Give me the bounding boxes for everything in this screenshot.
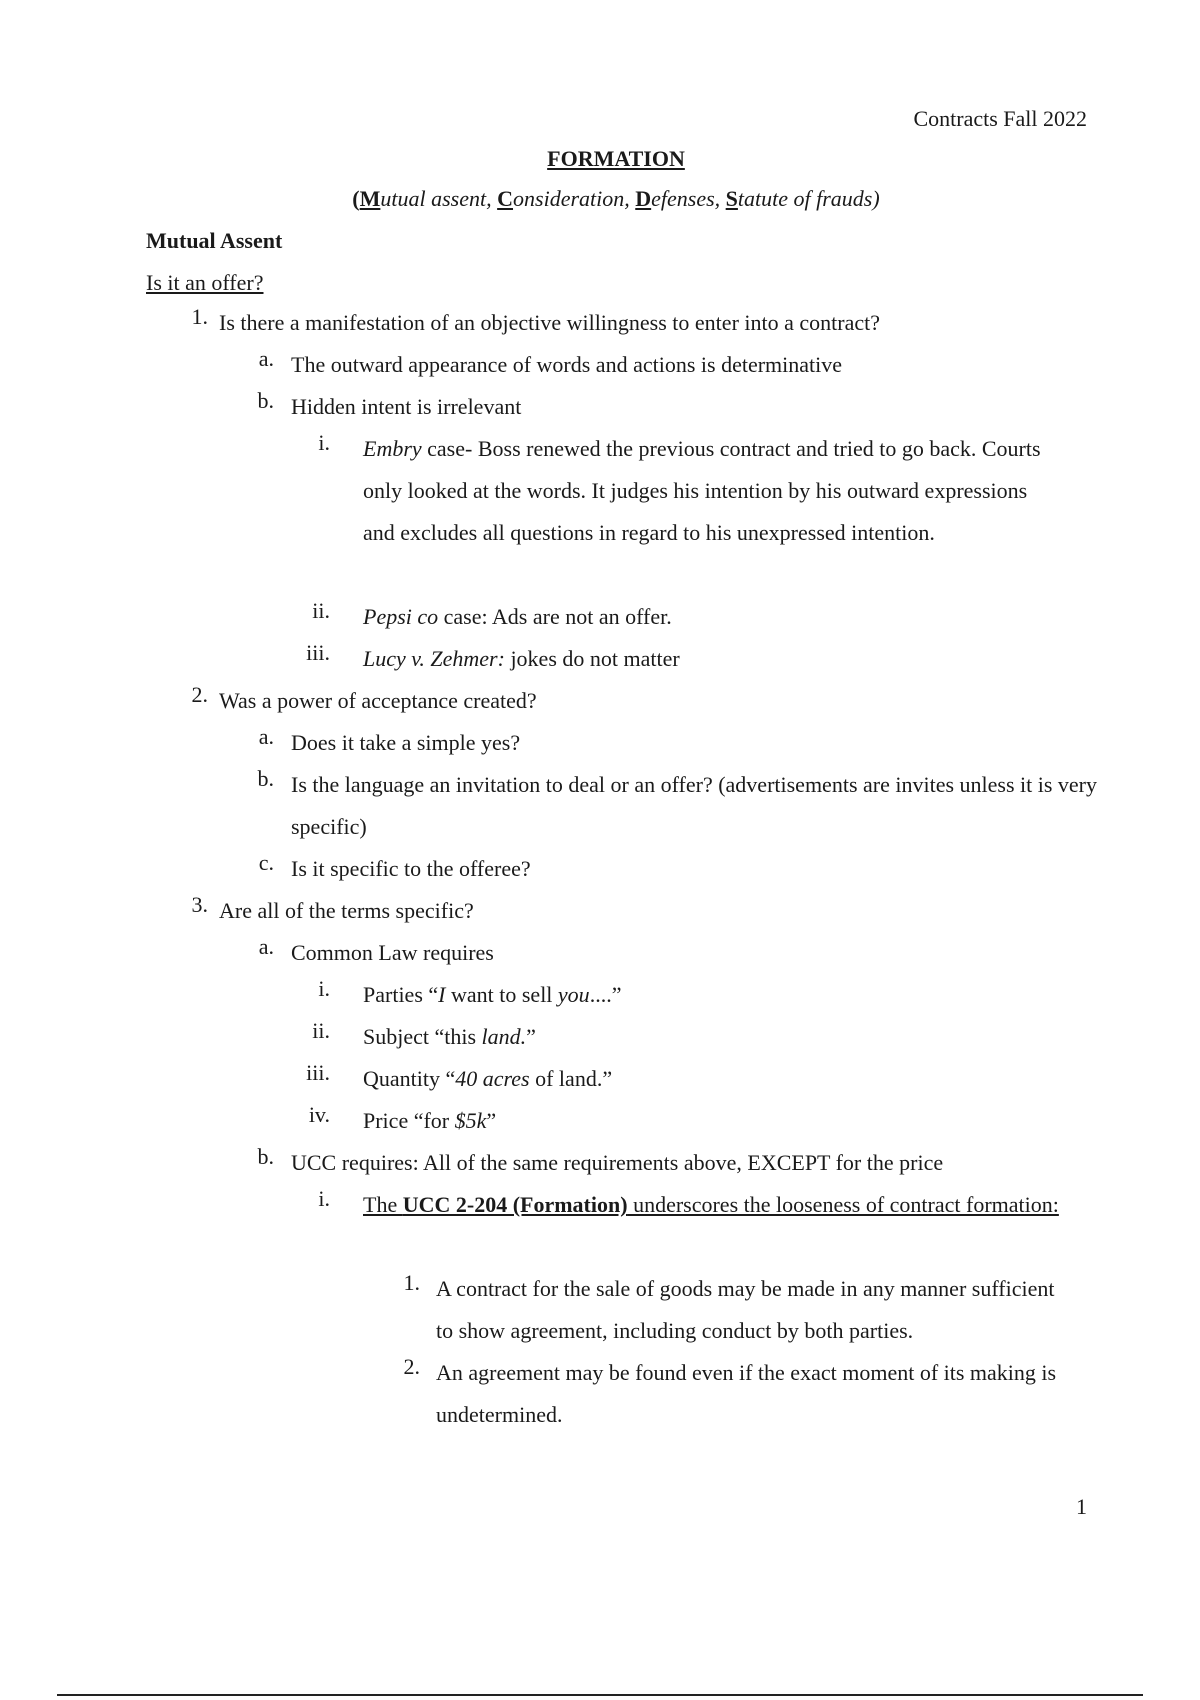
subtitle-part: utual assent, xyxy=(380,186,498,211)
term-text: ” xyxy=(486,1108,497,1133)
list-roman: iii. xyxy=(306,1060,330,1085)
list-roman: i. xyxy=(318,976,330,1001)
term-text: ....” xyxy=(589,982,622,1007)
term-text: Subject “this xyxy=(363,1024,482,1049)
subtitle-part: tatute of frauds xyxy=(737,186,873,211)
list-number: 2. xyxy=(191,682,208,707)
list-item: A contract for the sale of goods may be made in any manner sufficient to show agreement, including conduct by both parties. xyxy=(436,1276,1055,1343)
subtitle-open-paren: ( xyxy=(352,186,360,211)
case-text: case: Ads are not an offer. xyxy=(438,604,672,629)
list-item: Are all of the terms specific? xyxy=(219,898,474,923)
ucc-text: underscores the looseness of contract formation: xyxy=(627,1192,1059,1217)
list-letter: c. xyxy=(258,850,274,875)
ucc-text: The xyxy=(363,1192,403,1217)
section-heading: Mutual Assent xyxy=(146,228,283,253)
case-name: Pepsi co xyxy=(363,604,439,629)
subtitle-initial: C xyxy=(497,186,514,211)
list-letter: a. xyxy=(258,346,274,371)
term-text: ” xyxy=(526,1024,536,1049)
subtitle-initial: M xyxy=(359,186,381,211)
subtitle-initial: S xyxy=(725,186,738,211)
subtitle-initial: D xyxy=(635,186,652,211)
document-title: FORMATION xyxy=(547,146,685,171)
list-letter: a. xyxy=(258,724,274,749)
list-roman: iii. xyxy=(306,640,330,665)
list-number: 2. xyxy=(403,1354,420,1379)
list-roman: iv. xyxy=(308,1102,330,1127)
term-emphasis: land. xyxy=(481,1024,527,1049)
list-item xyxy=(363,428,1063,554)
list-item xyxy=(363,974,1063,1016)
case-text: jokes do not matter xyxy=(504,646,680,671)
term-emphasis: I xyxy=(438,982,446,1007)
footer-rule xyxy=(57,1694,1143,1696)
case-text: case- Boss renewed the previous contract and tried to go back. Courts only looked at the words. It judges his intention by his outward expressions and excludes all questions in regard to his unexpressed intention. xyxy=(363,436,1041,545)
list-item: The outward appearance of words and actions is determinative xyxy=(291,352,843,377)
term-text: Price “for xyxy=(363,1108,455,1133)
term-text: Quantity “ xyxy=(363,1066,456,1091)
list-item xyxy=(363,1100,1063,1142)
list-letter: a. xyxy=(258,934,274,959)
list-number: 1. xyxy=(191,304,208,329)
list-roman: i. xyxy=(318,1186,330,1211)
subtitle-part: efenses, xyxy=(651,186,726,211)
term-text: want to sell xyxy=(445,982,558,1007)
document-subtitle xyxy=(0,186,1200,212)
subtitle-part: onsideration, xyxy=(513,186,636,211)
list-roman: ii. xyxy=(312,598,330,623)
list-item: Was a power of acceptance created? xyxy=(219,688,537,713)
list-item xyxy=(363,1016,1063,1058)
list-number: 3. xyxy=(191,892,208,917)
list-roman: ii. xyxy=(312,1018,330,1043)
list-item: Hidden intent is irrelevant xyxy=(291,394,522,419)
list-item: Is there a manifestation of an objective willingness to enter into a contract? xyxy=(219,310,880,335)
term-text: of land.” xyxy=(529,1066,613,1091)
list-roman: i. xyxy=(318,430,330,455)
list-item xyxy=(363,638,1063,680)
list-item: An agreement may be found even if the exact moment of its making is undetermined. xyxy=(436,1360,1057,1427)
term-emphasis: 40 acres xyxy=(455,1066,530,1091)
list-item: Is the language an invitation to deal or an offer? (advertisements are invites unless it is very specific) xyxy=(291,772,1098,839)
page-number: 1 xyxy=(1076,1494,1087,1519)
term-emphasis: you xyxy=(557,982,590,1007)
list-number: 1. xyxy=(403,1270,420,1295)
list-item: Common Law requires xyxy=(291,940,494,965)
list-letter: b. xyxy=(257,766,274,791)
case-name: Lucy v. Zehmer: xyxy=(363,646,505,671)
list-letter: b. xyxy=(257,388,274,413)
list-item xyxy=(363,1058,1063,1100)
ucc-section: UCC 2-204 (Formation) xyxy=(402,1192,628,1217)
list-item: Is it specific to the offeree? xyxy=(291,856,531,881)
subtitle-close-paren: ) xyxy=(872,186,880,211)
term-emphasis: $5k xyxy=(454,1108,487,1133)
term-text: Parties “ xyxy=(363,982,439,1007)
list-item xyxy=(363,1184,1063,1226)
list-letter: b. xyxy=(257,1144,274,1169)
list-item xyxy=(363,596,1063,638)
subheading: Is it an offer? xyxy=(146,270,264,295)
list-item: UCC requires: All of the same requirements above, EXCEPT for the price xyxy=(291,1150,944,1175)
case-name: Embry xyxy=(363,436,422,461)
list-item: Does it take a simple yes? xyxy=(291,730,521,755)
page-header: Contracts Fall 2022 xyxy=(913,106,1087,131)
